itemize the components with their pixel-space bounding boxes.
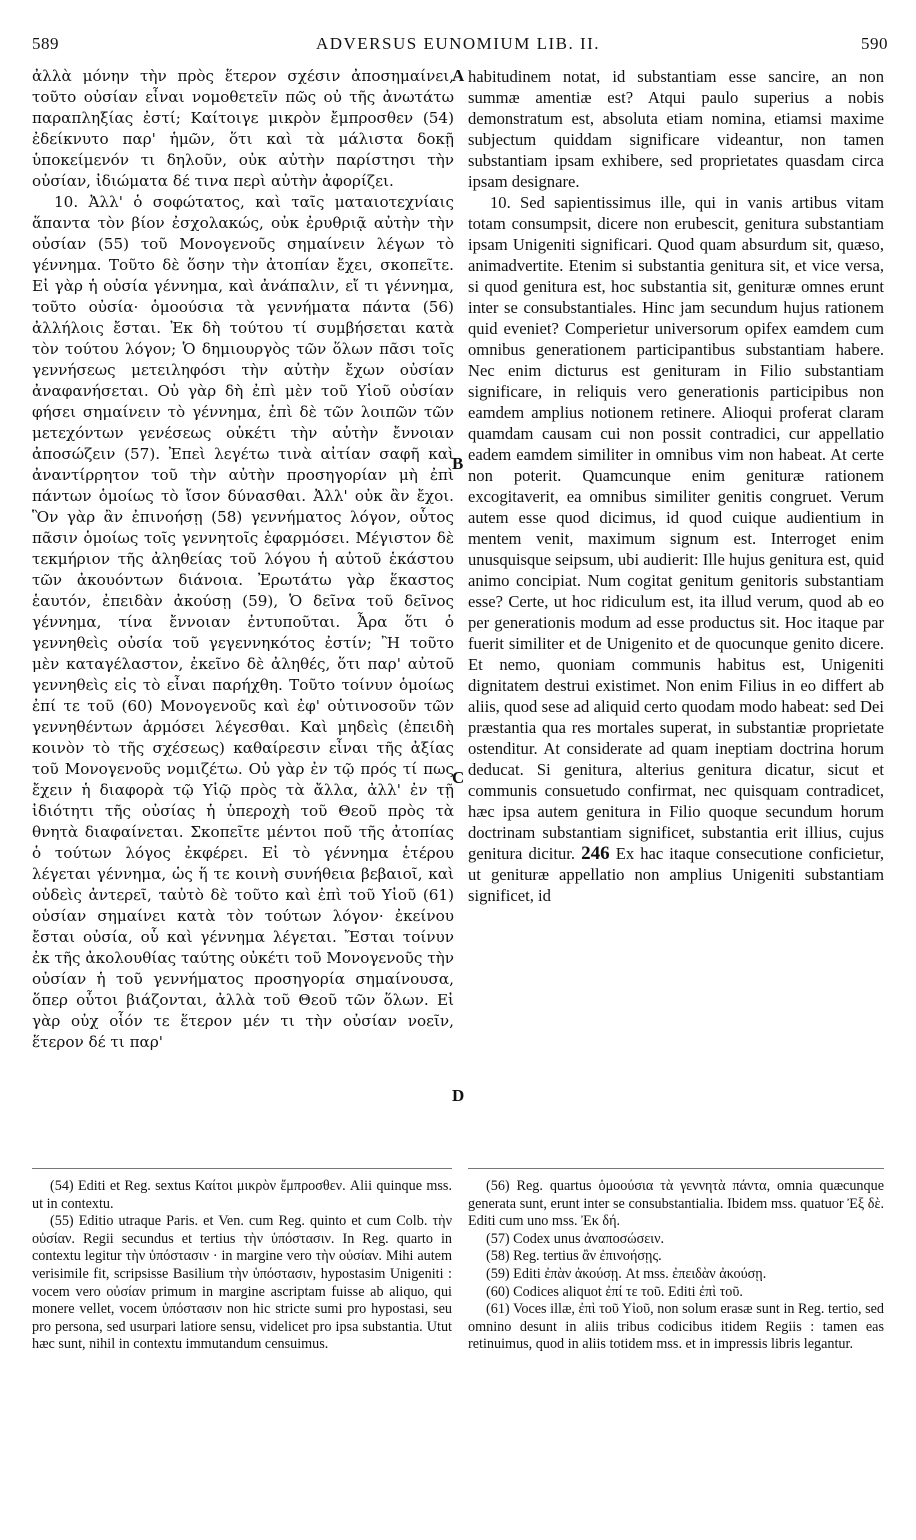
latin-paragraph bbox=[468, 192, 884, 906]
running-header bbox=[0, 0, 916, 58]
margin-marker-d: D bbox=[452, 1086, 465, 1105]
latin-text: Ex hac itaque consecutione conficietur, ut genituræ appellatio non amplius Unigeniti substantiam significet, id bbox=[468, 844, 884, 905]
footnote: (59) Editi ἐπὰν ἀκούσῃ. At mss. ἐπειδὰν ἀκούσῃ. bbox=[486, 1265, 767, 1282]
greek-column bbox=[32, 66, 454, 1053]
original-page-mark: 246 bbox=[581, 843, 610, 864]
footnote: (55) Editio utraque Paris. et Ven. cum Reg. quinto et cum Colb. τὴν οὐσίαν. Regii secundus et tertius τὴν ὑπόστασιν. In Reg. quarto in contextu legitur τὴν ὑπόστασιν · in margine vero τὴν οὐσίαν. Mihi autem verisimile fit, scripsisse Basilium τὴν ὑπόστασιν, hypostasim Unigeniti : vocem vero οὐσίαν primum in margine ascriptam fuisse ab aliquo, qui monere vellet, vocem ὑπόστασιν non hic stricte sumi pro hypostasi, seu pro persona, sed usurpari latiore sensu, videlicet pro ipsa substantia. Utut hæc sunt, nihil in contextu immutandum censuimus. bbox=[32, 1213, 452, 1353]
margin-marker-b: B bbox=[452, 454, 464, 473]
footnote: (61) Voces illæ, ἐπὶ τοῦ Υἱοῦ, non solum erasæ sunt in Reg. tertio, sed omnino desunt in aliis tribus codicibus itidem Regiis : tamen eas retinuimus, quod in aliis totidem mss. et in impressis libris legantur. bbox=[468, 1301, 884, 1353]
latin-column bbox=[468, 66, 884, 906]
footnote-divider bbox=[32, 1168, 452, 1169]
footnote: (57) Codex unus ἀναποσώσειν. bbox=[486, 1230, 665, 1247]
running-title: ADVERSUS EUNOMIUM LIB. II. bbox=[315, 34, 601, 53]
latin-paragraph: habitudinem notat, id substantiam esse sancire, an non summæ amentiæ est? Atqui paulo superius a nobis demonstratum est, absoluta etiam nomina, etiamsi maxime subjectum quiddam significare videantur, non tamen substantiam ipsam exhibere, sed proprietates quasdam circa ipsam designare. bbox=[468, 67, 884, 191]
footnotes-left bbox=[32, 1178, 452, 1354]
footnote: (56) Reg. quartus ὁμοούσια τὰ γεννητὰ πάντα, omnia quæcunque generata sunt, erunt inter se consubstantialia. Ibidem mss. quatuor Ἐξ δὲ. Editi cum uno mss. Ἐκ δή. bbox=[468, 1178, 884, 1230]
page-number-right: 590 bbox=[861, 34, 888, 53]
margin-marker-a: A bbox=[452, 66, 465, 85]
footnote: (60) Codices aliquot ἐπί τε τοῦ. Editi ἐπὶ τοῦ. bbox=[486, 1283, 743, 1300]
page-number-left: 589 bbox=[32, 34, 59, 53]
footnote: (54) Editi et Reg. sextus Καίτοι μικρὸν ἔμπροσθεν. Alii quinque mss. ut in contextu. bbox=[32, 1178, 452, 1212]
footnotes-right bbox=[468, 1178, 884, 1354]
latin-text: 10. Sed sapientissimus ille, qui in vanis artibus vitam totam consumpsit, dicere non erubescit, genitura substantiam ipsam Unigeniti significari. Quod quam absurdum sit, quæso, animadvertite. Etenim si substantia genitura sit, et vice versa, si quod genitura est, hoc substantia sit, genituræ omnes erunt inter se consubstantiales. Hinc jam secundum hujus rationem quid eveniet? Comperietur universorum opifex eamdem cum omnibus generationem participantibus substantiam habere. Nec enim dicturus est genituram in Filio substantiam significare, in reliquis vero generationis participibus non eamdem amplius notionem retinere. Alioqui proferat claram quamdam causam cui non possit contradici, cur appellatio eadem eamdem similiter in omnibus vim non habeat. At certe non poterit. Quamcunque enim genituræ rationem excogitaverit, ea omnibus similiter genitis congruet. Verum autem esse quod dicimus, id quod cuique audientium in mentem venit, maximum signum est. Interroget enim unusquisque seipsum, ubi audierit: Ille hujus genitura est, quid animo concipiat. Num cogitat genitum genitoris substantiam esse? Certe, ut hoc ridiculum est, ita illud verum, quod ab eo per generationis modum ad esse productus sit. Hoc itaque par fuerit similiter et de Unigenito et de quocunque genito dicere. Et nemo, quoniam communis habitus est, Unigeniti dignitatem destrui existimet. Non enim Filius in eo differt ab aliis, quod sese ad aliquid certo quodam modo habeat: sed Dei præstantia qua res mortales superat, in substantiæ proprietate ostenditur. At considerate ad quam ineptiam doctrina horum deducat. Si genitura, alterius genitura dicatur, sicut et communis consuetudo confirmat, nec quisquam contradicet, hæc ipsa autem genitura in Filio quoque secundum horum doctrinam substantiam significet, substantia erit illius, cujus genitura dicitur. bbox=[468, 193, 884, 863]
margin-marker-c: C bbox=[452, 768, 465, 787]
footnote-divider bbox=[468, 1168, 884, 1169]
greek-paragraph: 10. Ἀλλ' ὁ σοφώτατος, καὶ ταῖς ματαιοτεχνίαις ἅπαντα τὸν βίον ἐσχολακώς, οὐκ ἐρυθριᾷ αὐτὴν τὴν οὐσίαν (55) τοῦ Μονογενοῦς σημαίνειν λέγων τὸ γέννημα. Τοῦτο δὲ ὅσην τὴν ἀτοπίαν ἔχει, σκοπεῖτε. Εἰ γὰρ ἡ οὐσία γέννημα, καὶ ἀνάπαλιν, εἴ τι γέννημα, τοῦτο οὐσία· ὁμοούσια τὰ γεννήματα πάντα (56) ἀλλήλοις ἔσται. Ἐκ δὴ τούτου τί συμβήσεται κατὰ τὸν τούτου λόγον; Ὁ δημιουργὸς τῶν ὅλων πᾶσι τοῖς γεννήσεως μετειληφόσι τὴν αὐτὴν ἔχων οὐσίαν ἀναφανήσεται. Οὐ γὰρ δὴ ἐπὶ μὲν τοῦ Υἱοῦ οὐσίαν φήσει σημαίνειν τὸ γέννημα, ἐπὶ δὲ τῶν λοιπῶν τῶν μετεχόντων γενέσεως οὐκέτι τὴν αὐτὴν ἔννοιαν ἀποσώζειν (57). Ἐπεὶ λεγέτω τινὰ αἰτίαν σαφῆ καὶ ἀναντίρρητον τοῦ τὴν αὐτὴν προσηγορίαν μὴ ἐπὶ πάντων ὁμοίως τὸ ἴσον δύνασθαι. Ἀλλ' οὐκ ἂν ἔχοι. Ὃν γὰρ ἂν ἐπινοήσῃ (58) γεννήματος λόγον, οὗτος πᾶσιν ὁμοίως τοῖς γεννητοῖς ἐφαρμόσει. Μέγιστον δὲ τεκμήριον τῆς ἀληθείας τοῦ λόγου ἡ αὐτοῦ ἑκάστου τῶν ἀκουόντων διάνοια. Ἐρωτάτω γὰρ ἕκαστος ἑαυτόν, ἐπειδὰν ἀκούσῃ (59), Ὁ δεῖνα τοῦ δεῖνος γέννημα, τίνα ἔννοιαν ἐντυποῦται. Ἆρα ὅτι ὁ γεννηθεὶς οὐσία τοῦ γεγεννηκότος ἐστίν; Ἢ τοῦτο μὲν καταγέλαστον, ἐκεῖνο δὲ ἀληθές, ὅτι παρ' αὐτοῦ γεννηθεὶς εἰς τὸ εἶναι παρήχθη. Τοῦτο τοίνυν ὁμοίως ἐπί τε τοῦ (60) Μονογενοῦς καὶ ἐφ' οὑτινοσοῦν τῶν γεννηθέντων ἁρμόσει λέγεσθαι. Καὶ μηδεὶς (ἐπειδὴ κοινὸν τὸ τῆς σχέσεως) καθαίρεσιν εἶναι τῆς ἀξίας τοῦ Μονογενοῦς νομιζέτω. Οὐ γὰρ ἐν τῷ πρός τί πως ἔχειν ἡ διαφορὰ τῷ Υἱῷ πρὸς τὰ ἄλλα, ἀλλ' ἐν τῇ ἰδιότητι τῆς οὐσίας ἡ ὑπεροχὴ τοῦ Θεοῦ πρὸς τὰ θνητὰ διαφαίνεται. Σκοπεῖτε μέντοι ποῦ τῆς ἀτοπίας ὁ τούτων λόγος ἐκφέρει. Εἰ τὸ γέννημα ἑτέρου λέγεται γέννημα, ὡς ἥ τε κοινὴ συνήθεια βεβαιοῖ, καὶ οὐδεὶς ἀντερεῖ, ταὐτὸ δὲ τοῦτο καὶ ἐπὶ τοῦ Υἱοῦ (61) οὐσίαν σημαίνει κατὰ τὸν τούτων λόγον· ἐκείνου ἔσται οὐσία, οὗ καὶ γέννημα λέγεται. Ἔσται τοίνυν ἐκ τῆς ἀκολουθίας ταύτης οὐκέτι τοῦ Μονογενοῦς τὴν οὐσίαν ἡ τοῦ γεννήματος προσηγορία σημαίνουσα, ὅπερ οὗτοι βιάζονται, ἀλλὰ τοῦ Θεοῦ τῶν ὅλων. Εἰ γὰρ οὐχ οἷόν τε ἕτερον μέν τι τὴν οὐσίαν νοεῖν, ἕτερον δέ τι παρ' bbox=[32, 193, 454, 1051]
footnote: (58) Reg. tertius ἂν ἐπινοήσῃς. bbox=[486, 1248, 662, 1265]
greek-paragraph: ἀλλὰ μόνην τὴν πρὸς ἕτερον σχέσιν ἀποσημαίνει, τοῦτο οὐσίαν εἶναι νομοθετεῖν πῶς οὐ τῆς ἀνωτάτω παραπληξίας ἐστί; Καίτοιγε μικρὸν ἔμπροσθεν (54) ἐδείκνυτο παρ' ἡμῶν, ὅτι καὶ τὰ μάλιστα δοκῇ ὑποκείμενόν τι δηλοῦν, οὐκ αὐτὴν παρίστησι τὴν οὐσίαν, ἰδιώματα δέ τινα περὶ αὐτὴν ἀφορίζει. bbox=[32, 67, 454, 190]
